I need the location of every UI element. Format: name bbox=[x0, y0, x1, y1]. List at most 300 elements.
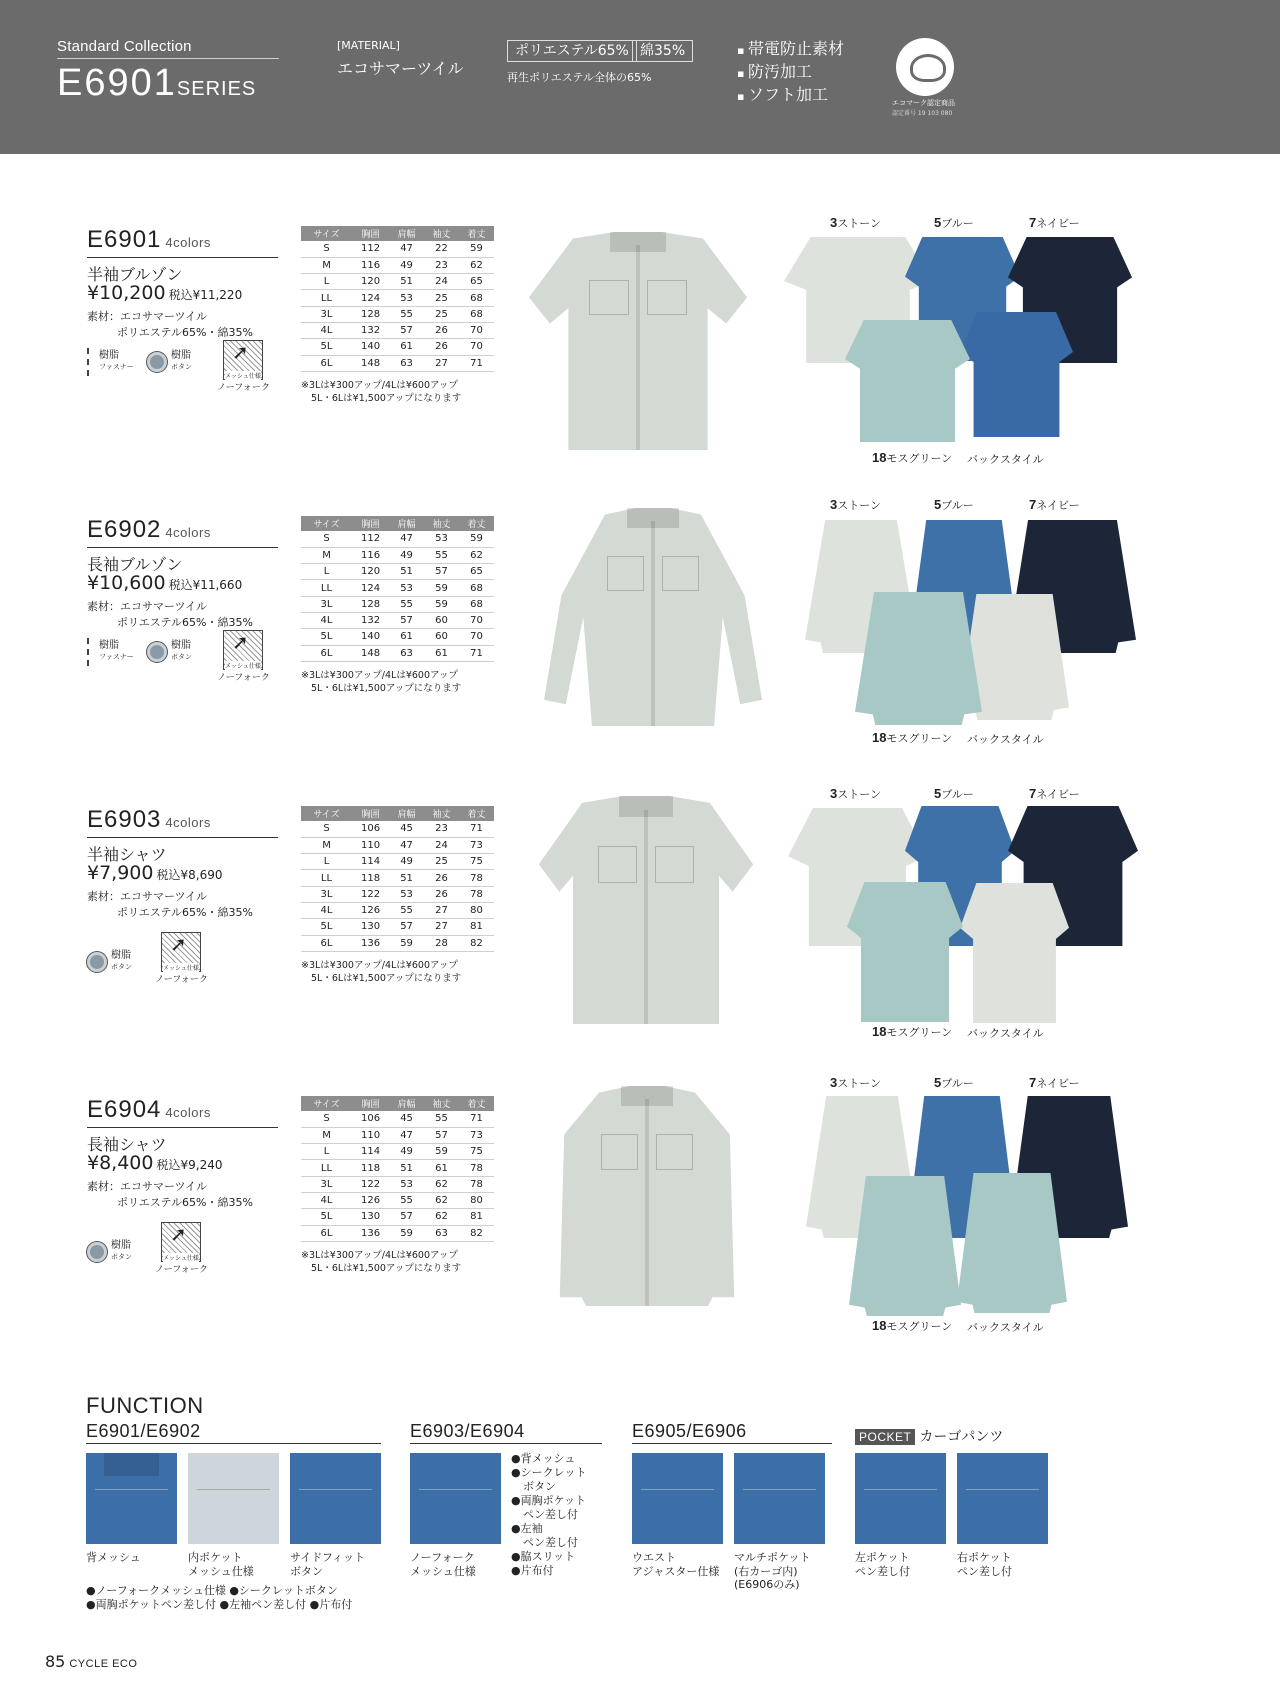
color-number: 7 bbox=[1029, 497, 1037, 512]
cell: 70 bbox=[459, 612, 494, 628]
cell: 51 bbox=[389, 1160, 424, 1176]
bullet-line: ペン差し付 bbox=[523, 1508, 578, 1521]
mesh-icon bbox=[161, 1222, 201, 1262]
cell: 4L bbox=[301, 612, 352, 628]
bullet-line: ●脇スリット bbox=[511, 1550, 576, 1563]
price-tax: 税込¥11,660 bbox=[168, 578, 243, 592]
product-name: 半袖シャツ bbox=[87, 845, 167, 864]
cell: 132 bbox=[352, 612, 389, 628]
cell: L bbox=[301, 274, 352, 290]
color-name: モスグリーン bbox=[886, 452, 953, 465]
badge-label: 樹脂 bbox=[111, 950, 131, 961]
garment-pocket bbox=[647, 280, 686, 315]
variant-moss-photo bbox=[855, 592, 982, 725]
color-count: 4colors bbox=[165, 235, 211, 250]
button-icon bbox=[87, 1242, 107, 1262]
caption-line: (E6906のみ) bbox=[734, 1578, 800, 1591]
cell: 49 bbox=[389, 854, 424, 870]
noforku-label: ノーフォーク bbox=[217, 383, 270, 393]
garment-placket bbox=[645, 1099, 649, 1306]
cell: 126 bbox=[352, 902, 389, 918]
feature-bullets-e6903 bbox=[511, 1452, 587, 1578]
col-header: 胸囲 bbox=[352, 226, 389, 241]
size-note: 5L・6Lは¥1,500アップになります bbox=[311, 393, 462, 404]
cell: 71 bbox=[459, 821, 494, 837]
color-label-blue bbox=[934, 497, 974, 513]
product-e6902 bbox=[0, 497, 1280, 786]
bullet-line: ●ノーフォークメッシュ仕様 ●シークレットボタン bbox=[86, 1584, 338, 1597]
garment-pocket bbox=[655, 846, 694, 882]
arrow-icon: ➚ bbox=[170, 1222, 187, 1246]
variant-back-photo bbox=[960, 883, 1069, 1023]
size-row bbox=[301, 1144, 494, 1160]
function-title: FUNCTION bbox=[86, 1393, 204, 1418]
code-text: E6902 bbox=[87, 516, 162, 543]
garment-shape bbox=[847, 882, 963, 1022]
caption-multi-pocket bbox=[734, 1551, 810, 1592]
cell: 63 bbox=[424, 1225, 459, 1241]
cell: 130 bbox=[352, 919, 389, 935]
caption-line: サイドフィット bbox=[290, 1551, 366, 1564]
color-count: 4colors bbox=[165, 1105, 211, 1120]
size-header-row bbox=[301, 806, 494, 821]
color-number: 5 bbox=[934, 497, 942, 512]
size-row bbox=[301, 1160, 494, 1176]
cell: 65 bbox=[459, 274, 494, 290]
size-row bbox=[301, 645, 494, 661]
product-price bbox=[87, 282, 242, 304]
size-row bbox=[301, 629, 494, 645]
cell: 81 bbox=[459, 1209, 494, 1225]
cell: 124 bbox=[352, 290, 389, 306]
col-header: 着丈 bbox=[459, 1096, 494, 1111]
cell: 5L bbox=[301, 339, 352, 355]
cell: 27 bbox=[424, 919, 459, 935]
main-garment-photo bbox=[522, 232, 754, 450]
size-note: ※3Lは¥300アップ/4Lは¥600アップ bbox=[301, 960, 458, 971]
cell: 47 bbox=[389, 241, 424, 257]
badge-sublabel: ボタン bbox=[111, 963, 132, 971]
size-row bbox=[301, 612, 494, 628]
size-row bbox=[301, 902, 494, 918]
bullet-line: ●片布付 bbox=[511, 1564, 554, 1577]
cell: L bbox=[301, 1144, 352, 1160]
header-rule bbox=[57, 58, 279, 59]
cell: 63 bbox=[389, 645, 424, 661]
col-header: 袖丈 bbox=[424, 516, 459, 531]
cell: 59 bbox=[389, 935, 424, 951]
cell: 62 bbox=[424, 1209, 459, 1225]
size-row bbox=[301, 821, 494, 837]
cell: 59 bbox=[424, 596, 459, 612]
cell: 26 bbox=[424, 870, 459, 886]
photo-side-fit bbox=[290, 1453, 381, 1544]
collection-label: Standard Collection bbox=[57, 38, 192, 55]
caption-right-pocket bbox=[957, 1551, 1012, 1578]
cell: 71 bbox=[459, 1111, 494, 1127]
cell: 132 bbox=[352, 322, 389, 338]
caption-inner-pocket bbox=[188, 1551, 254, 1578]
cell: 128 bbox=[352, 596, 389, 612]
cell: 59 bbox=[459, 531, 494, 547]
noforku-label: ノーフォーク bbox=[217, 673, 270, 683]
cell: 49 bbox=[389, 1144, 424, 1160]
main-garment-photo bbox=[532, 796, 760, 1024]
color-label-blue bbox=[934, 1075, 974, 1091]
function-rule bbox=[632, 1443, 832, 1444]
feature-bullets-e6901 bbox=[86, 1584, 352, 1612]
code-text: E6903 bbox=[87, 806, 162, 833]
caption-line: 背メッシュ bbox=[86, 1551, 141, 1564]
cell: 124 bbox=[352, 580, 389, 596]
material-composition: ポリエステル65%・綿35% bbox=[117, 906, 253, 919]
cell: 3L bbox=[301, 1176, 352, 1192]
cell: 26 bbox=[424, 339, 459, 355]
cell: 55 bbox=[424, 547, 459, 563]
color-number: 18 bbox=[872, 450, 887, 465]
material-composition: ポリエステル65%・綿35% bbox=[117, 616, 253, 629]
garment-shape bbox=[960, 883, 1069, 1023]
cell: 80 bbox=[459, 902, 494, 918]
material-name: エコサマーツイル bbox=[337, 59, 464, 78]
caption-line: マルチポケット bbox=[734, 1551, 811, 1564]
cell: 55 bbox=[389, 306, 424, 322]
cell: 106 bbox=[352, 821, 389, 837]
cell: 53 bbox=[389, 886, 424, 902]
badge-label: 樹脂 bbox=[171, 350, 191, 361]
color-name: モスグリーン bbox=[886, 1026, 953, 1039]
bullet-line: ●シークレット bbox=[511, 1466, 587, 1479]
cell: 57 bbox=[389, 612, 424, 628]
cell: 3L bbox=[301, 596, 352, 612]
cell: 60 bbox=[424, 629, 459, 645]
cell: 4L bbox=[301, 902, 352, 918]
cell: 68 bbox=[459, 290, 494, 306]
cell: 6L bbox=[301, 645, 352, 661]
cell: 82 bbox=[459, 1225, 494, 1241]
color-label-moss bbox=[872, 1318, 952, 1334]
cell: 5L bbox=[301, 629, 352, 645]
cell: 53 bbox=[389, 290, 424, 306]
garment-pocket bbox=[607, 556, 644, 591]
garment-pocket bbox=[656, 1134, 693, 1169]
footer-brand: CYCLE ECO bbox=[69, 1658, 138, 1670]
code-text: E6904 bbox=[87, 1096, 162, 1123]
photo-back-mesh bbox=[86, 1453, 177, 1544]
color-number: 7 bbox=[1029, 786, 1037, 801]
col-header: 着丈 bbox=[459, 806, 494, 821]
col-header: 肩幅 bbox=[389, 1096, 424, 1111]
size-row bbox=[301, 1192, 494, 1208]
color-number: 3 bbox=[830, 497, 838, 512]
cell: 25 bbox=[424, 290, 459, 306]
button-icon bbox=[87, 952, 107, 972]
material-line: 素材：エコサマーツイル bbox=[87, 310, 208, 323]
col-header: 着丈 bbox=[459, 226, 494, 241]
eco-mark-logo bbox=[896, 38, 954, 96]
col-header: サイズ bbox=[301, 226, 352, 241]
photo-detail bbox=[864, 1489, 937, 1490]
function-rule bbox=[86, 1443, 381, 1444]
price-tax: 税込¥9,240 bbox=[156, 1158, 223, 1172]
color-name: ブルー bbox=[941, 1077, 974, 1090]
header-banner bbox=[0, 0, 1280, 154]
size-note: 5L・6Lは¥1,500アップになります bbox=[311, 683, 462, 694]
photo-right-pocket bbox=[957, 1453, 1048, 1544]
eco-mark-label: エコマーク認定商品 bbox=[892, 99, 955, 107]
color-name: ネイビー bbox=[1036, 217, 1080, 230]
badge-sublabel: ファスナー bbox=[99, 653, 134, 661]
col-header: 胸囲 bbox=[352, 516, 389, 531]
variant-back-photo bbox=[957, 1173, 1067, 1313]
caption-line: ペン差し付 bbox=[957, 1564, 1012, 1578]
feature-item: ▪ 防汚加工 bbox=[737, 61, 844, 84]
cell: 61 bbox=[424, 645, 459, 661]
color-label-navy bbox=[1029, 497, 1080, 513]
cell: 75 bbox=[459, 1144, 494, 1160]
cell: S bbox=[301, 1111, 352, 1127]
cell: 5L bbox=[301, 919, 352, 935]
cell: 140 bbox=[352, 629, 389, 645]
size-header-row bbox=[301, 516, 494, 531]
size-row bbox=[301, 322, 494, 338]
size-row bbox=[301, 274, 494, 290]
mesh-label: メッシュ仕様 bbox=[225, 373, 261, 380]
cell: S bbox=[301, 531, 352, 547]
material-composition: ポリエステル65%・綿35% bbox=[117, 326, 253, 339]
cell: M bbox=[301, 547, 352, 563]
color-label-navy bbox=[1029, 786, 1080, 802]
color-name: モスグリーン bbox=[886, 732, 953, 745]
product-e6903 bbox=[0, 786, 1280, 1076]
size-row bbox=[301, 870, 494, 886]
color-number: 3 bbox=[830, 1075, 838, 1090]
cell: 78 bbox=[459, 1176, 494, 1192]
cell: M bbox=[301, 257, 352, 273]
pocket-tag: POCKET bbox=[855, 1429, 915, 1445]
cell: 47 bbox=[389, 837, 424, 853]
garment-pocket bbox=[589, 280, 628, 315]
color-label-moss bbox=[872, 450, 952, 466]
size-header-row bbox=[301, 1096, 494, 1111]
cell: 59 bbox=[389, 1225, 424, 1241]
cell: 120 bbox=[352, 564, 389, 580]
cell: L bbox=[301, 564, 352, 580]
color-name: ストーン bbox=[837, 499, 882, 512]
col-header: 肩幅 bbox=[389, 516, 424, 531]
arrow-icon: ➚ bbox=[232, 630, 249, 654]
color-number: 7 bbox=[1029, 215, 1037, 230]
cell: 23 bbox=[424, 821, 459, 837]
color-name: ネイビー bbox=[1036, 1077, 1080, 1090]
cell: 51 bbox=[389, 870, 424, 886]
size-note: 5L・6Lは¥1,500アップになります bbox=[311, 1263, 462, 1274]
garment-pocket bbox=[601, 1134, 638, 1169]
badge-sublabel: ボタン bbox=[171, 363, 192, 371]
cell: 27 bbox=[424, 902, 459, 918]
cell: 57 bbox=[389, 919, 424, 935]
cell: 53 bbox=[389, 580, 424, 596]
garment-placket bbox=[636, 245, 641, 450]
price-tax: 税込¥8,690 bbox=[156, 868, 223, 882]
cell: 126 bbox=[352, 1192, 389, 1208]
size-table bbox=[301, 1096, 494, 1242]
caption-line: ペン差し付 bbox=[855, 1564, 910, 1578]
color-name: モスグリーン bbox=[886, 1320, 953, 1333]
cell: 112 bbox=[352, 531, 389, 547]
photo-detail bbox=[966, 1489, 1039, 1490]
button-icon bbox=[147, 642, 167, 662]
size-row bbox=[301, 531, 494, 547]
cell: 114 bbox=[352, 854, 389, 870]
badge-sublabel: ボタン bbox=[111, 1253, 132, 1261]
product-name: 半袖ブルゾン bbox=[87, 265, 183, 284]
photo-detail bbox=[197, 1489, 270, 1490]
product-code bbox=[87, 806, 211, 834]
zipper-icon bbox=[87, 638, 94, 666]
cell: 106 bbox=[352, 1111, 389, 1127]
size-row bbox=[301, 1225, 494, 1241]
badge-label: 樹脂 bbox=[99, 640, 119, 651]
color-number: 5 bbox=[934, 786, 942, 801]
cell: 57 bbox=[389, 1209, 424, 1225]
garment-shape bbox=[845, 320, 970, 442]
col-header: 袖丈 bbox=[424, 226, 459, 241]
color-number: 5 bbox=[934, 215, 942, 230]
price-text: ¥10,200 bbox=[87, 282, 166, 304]
cell: 61 bbox=[389, 339, 424, 355]
product-code bbox=[87, 1096, 211, 1124]
cell: 6L bbox=[301, 1225, 352, 1241]
color-label-moss bbox=[872, 730, 952, 746]
button-icon bbox=[147, 352, 167, 372]
product-code bbox=[87, 516, 211, 544]
photo-multi-pocket bbox=[734, 1453, 825, 1544]
function-group-e6905: E6905/E6906 bbox=[632, 1421, 747, 1441]
cell: LL bbox=[301, 290, 352, 306]
color-name: ブルー bbox=[941, 788, 974, 801]
variant-moss-photo bbox=[847, 882, 963, 1022]
color-name: ネイビー bbox=[1036, 788, 1080, 801]
cell: 53 bbox=[389, 1176, 424, 1192]
cell: 53 bbox=[424, 531, 459, 547]
caption-line: 左ポケット bbox=[855, 1551, 910, 1564]
photo-waist-adjuster bbox=[632, 1453, 723, 1544]
back-style-label: バックスタイル bbox=[967, 453, 1044, 466]
caption-line: (右カーゴ内) bbox=[734, 1564, 798, 1578]
cell: 45 bbox=[389, 821, 424, 837]
series-title bbox=[57, 62, 256, 105]
caption-line: ウエスト bbox=[632, 1551, 676, 1564]
spec-icons bbox=[87, 340, 287, 406]
cell: 57 bbox=[424, 1127, 459, 1143]
cell: 55 bbox=[389, 902, 424, 918]
col-header: サイズ bbox=[301, 806, 352, 821]
cell: 61 bbox=[424, 1160, 459, 1176]
cell: 3L bbox=[301, 886, 352, 902]
color-label-stone bbox=[830, 1075, 881, 1091]
cell: 78 bbox=[459, 870, 494, 886]
color-number: 3 bbox=[830, 215, 838, 230]
cell: 110 bbox=[352, 1127, 389, 1143]
mesh-icon bbox=[161, 932, 201, 972]
garment-placket bbox=[651, 521, 655, 726]
badge-sublabel: ファスナー bbox=[99, 363, 134, 371]
badge-label: 樹脂 bbox=[99, 350, 119, 361]
color-label-moss bbox=[872, 1024, 952, 1040]
cell: 60 bbox=[424, 612, 459, 628]
photo-detail bbox=[95, 1489, 168, 1490]
main-garment-photo bbox=[544, 508, 762, 726]
cell: 63 bbox=[389, 355, 424, 371]
size-row bbox=[301, 241, 494, 257]
cell: 136 bbox=[352, 1225, 389, 1241]
cell: LL bbox=[301, 580, 352, 596]
cell: 45 bbox=[389, 1111, 424, 1127]
color-number: 7 bbox=[1029, 1075, 1037, 1090]
cell: 70 bbox=[459, 322, 494, 338]
cell: 81 bbox=[459, 919, 494, 935]
cell: 73 bbox=[459, 837, 494, 853]
color-number: 18 bbox=[872, 1024, 887, 1039]
color-name: ブルー bbox=[941, 217, 974, 230]
product-rule bbox=[87, 1127, 278, 1128]
photo-detail bbox=[299, 1489, 372, 1490]
size-row bbox=[301, 306, 494, 322]
color-name: ストーン bbox=[837, 788, 882, 801]
size-row bbox=[301, 596, 494, 612]
size-note: ※3Lは¥300アップ/4Lは¥600アップ bbox=[301, 1250, 458, 1261]
col-header: 胸囲 bbox=[352, 1096, 389, 1111]
caption-waist bbox=[632, 1551, 719, 1578]
garment-shape bbox=[957, 1173, 1067, 1313]
mesh-label: メッシュ仕様 bbox=[225, 663, 261, 670]
cell: 23 bbox=[424, 257, 459, 273]
size-row bbox=[301, 355, 494, 371]
product-rule bbox=[87, 257, 278, 258]
size-row bbox=[301, 257, 494, 273]
col-header: 肩幅 bbox=[389, 806, 424, 821]
size-row bbox=[301, 919, 494, 935]
mesh-icon bbox=[223, 340, 263, 380]
cell: 57 bbox=[424, 564, 459, 580]
cell: 82 bbox=[459, 935, 494, 951]
cell: 27 bbox=[424, 355, 459, 371]
cell: 55 bbox=[389, 596, 424, 612]
cell: 51 bbox=[389, 564, 424, 580]
cell: 116 bbox=[352, 547, 389, 563]
cell: 148 bbox=[352, 645, 389, 661]
photo-detail bbox=[641, 1489, 714, 1490]
cell: 47 bbox=[389, 1127, 424, 1143]
caption-line: メッシュ仕様 bbox=[188, 1564, 254, 1578]
bullet-line: ペン差し付 bbox=[523, 1536, 578, 1549]
function-group-e6903: E6903/E6904 bbox=[410, 1421, 525, 1441]
chip-polyester: ポリエステル65% bbox=[507, 40, 637, 62]
size-header-row bbox=[301, 226, 494, 241]
caption-line: ノーフォーク bbox=[410, 1551, 475, 1564]
material-composition: ポリエステル65%・綿35% bbox=[117, 1196, 253, 1209]
back-style-label: バックスタイル bbox=[967, 733, 1044, 746]
product-name: 長袖シャツ bbox=[87, 1135, 167, 1154]
cell: 68 bbox=[459, 306, 494, 322]
cell: 5L bbox=[301, 1209, 352, 1225]
photo-inner-pocket bbox=[188, 1453, 279, 1544]
cell: LL bbox=[301, 1160, 352, 1176]
cell: 70 bbox=[459, 629, 494, 645]
variant-back-photo bbox=[960, 312, 1073, 437]
size-table bbox=[301, 226, 494, 372]
